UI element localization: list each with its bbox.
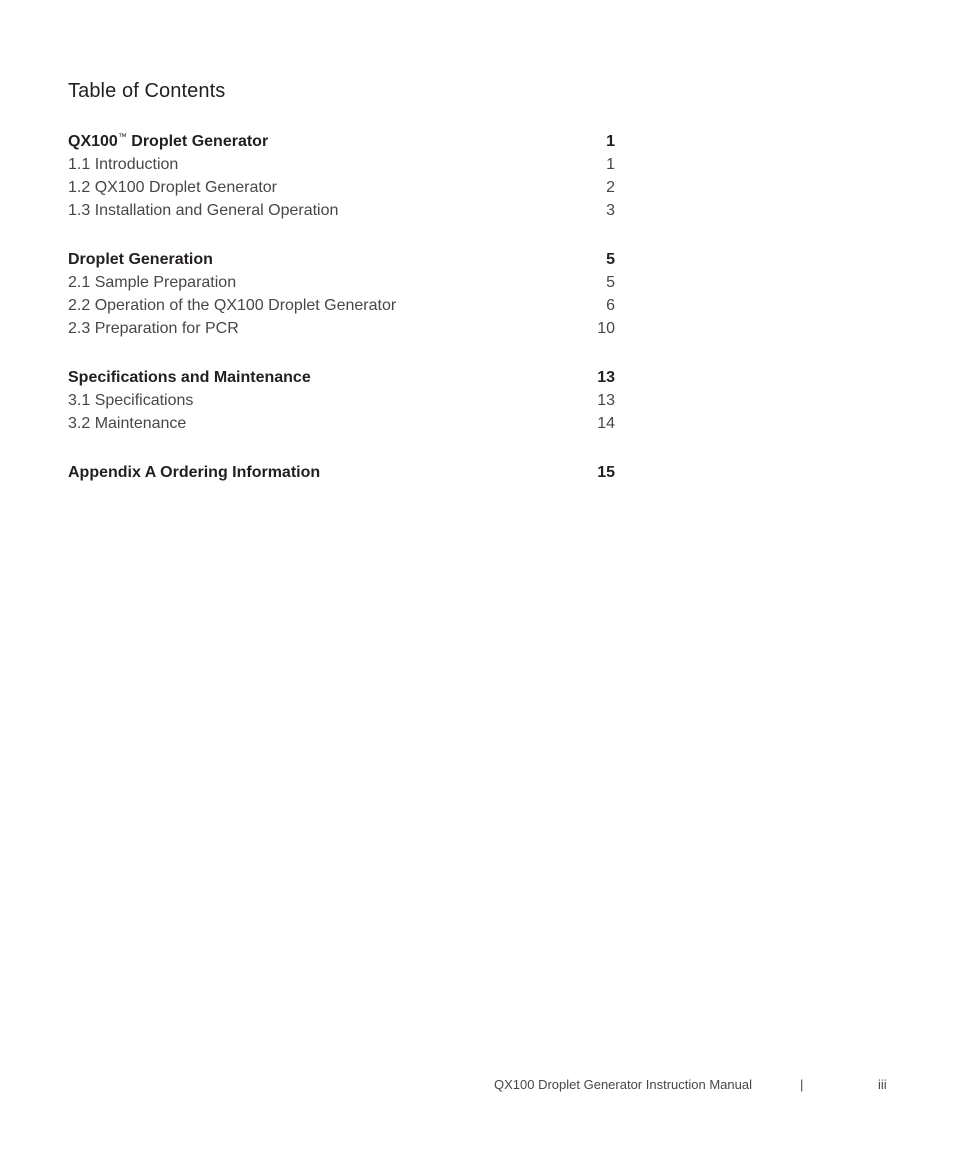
toc-item-installation[interactable] [68,199,615,222]
footer-separator: | [800,1077,804,1092]
toc-item-introduction[interactable] [68,153,615,176]
toc-heading-appendix-a[interactable] [68,461,615,484]
toc-page-number: 1 [606,156,615,173]
toc-item-title: 3.1 Specifications [68,392,194,409]
toc-page-number: 5 [606,251,615,268]
toc-section-3 [68,366,615,435]
toc-heading-title: Specifications and Maintenance [68,369,311,386]
toc-page-number: 5 [606,274,615,291]
trademark-symbol: ™ [117,131,127,142]
toc-item-title: 1.1 Introduction [68,156,179,173]
toc-item-sample-preparation[interactable] [68,271,615,294]
toc-page-number: 13 [597,392,615,409]
toc-item-title: 2.3 Preparation for PCR [68,320,239,337]
toc-item-maintenance[interactable] [68,412,615,435]
toc-section-1 [68,130,615,222]
toc-item-title: 2.2 Operation of the QX100 Droplet Generator [68,297,397,314]
toc-item-title: 1.3 Installation and General Operation [68,202,339,219]
toc-item-specifications[interactable] [68,389,615,412]
toc-item-title: 3.2 Maintenance [68,415,187,432]
toc-page-number: 3 [606,202,615,219]
toc-heading-specifications-maintenance[interactable] [68,366,615,389]
toc-item-qx100-droplet-generator[interactable] [68,176,615,199]
toc-page-number: 10 [597,320,615,337]
toc-heading-title: Droplet Generation [68,251,213,268]
footer-title: QX100 Droplet Generator Instruction Manual [494,1077,752,1092]
toc-page-number: 15 [597,464,615,481]
toc-heading-title: QX100™ Droplet Generator [68,131,269,150]
toc-page-number: 1 [606,133,615,150]
toc-heading-droplet-generation[interactable] [68,248,615,271]
toc-page-number: 2 [606,179,615,196]
toc-page-number: 14 [597,415,615,432]
toc-item-title: 2.1 Sample Preparation [68,274,237,291]
toc-section-2 [68,248,615,340]
table-of-contents [68,130,615,510]
footer-page-number: iii [878,1077,887,1092]
toc-heading-qx100-droplet-generator[interactable] [68,130,615,153]
toc-item-title: 1.2 QX100 Droplet Generator [68,179,278,196]
toc-page-number: 13 [597,369,615,386]
page-title: Table of Contents [68,80,226,102]
toc-item-preparation-for-pcr[interactable] [68,317,615,340]
toc-section-4 [68,461,615,484]
toc-heading-title: Appendix A Ordering Information [68,464,321,481]
toc-page-number: 6 [606,297,615,314]
toc-item-operation[interactable] [68,294,615,317]
